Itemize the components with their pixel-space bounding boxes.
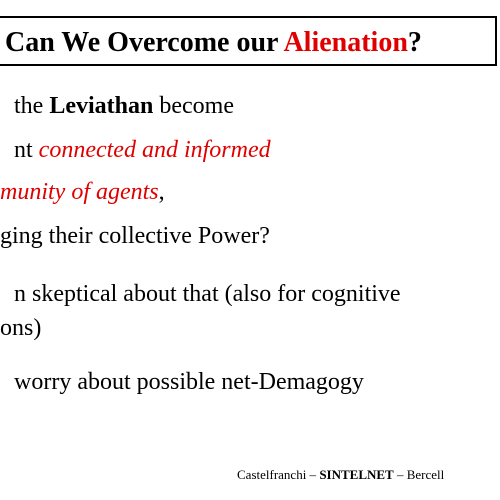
bullet-line-7: worry about possible net-Demagogy: [14, 369, 364, 395]
slide-footer: Castelfranchi – SINTELNET – Bercell: [237, 467, 445, 482]
connected-informed-phrase: connected and informed: [38, 137, 271, 163]
leviathan-word: Leviathan: [49, 93, 154, 119]
bullet-line-4: ging their collective Power?: [0, 223, 270, 249]
bullet-line-6: ons): [0, 315, 42, 341]
title-accent-word: Alienation: [283, 27, 408, 58]
bullet-line-2: nt connected and informed: [14, 137, 271, 163]
title-question-mark: ?: [407, 27, 422, 58]
footer-sintelnet: SINTELNET: [319, 467, 394, 482]
bullet-line-3: munity of agents,: [0, 179, 165, 205]
bullet-line-1: the Leviathan become: [14, 93, 234, 119]
bullet-line-5: n skeptical about that (also for cognitive: [14, 281, 401, 307]
community-agents-phrase: munity of agents: [0, 179, 159, 205]
slide-title: [5, 24, 500, 62]
title-text: Can We Overcome our: [5, 27, 284, 58]
